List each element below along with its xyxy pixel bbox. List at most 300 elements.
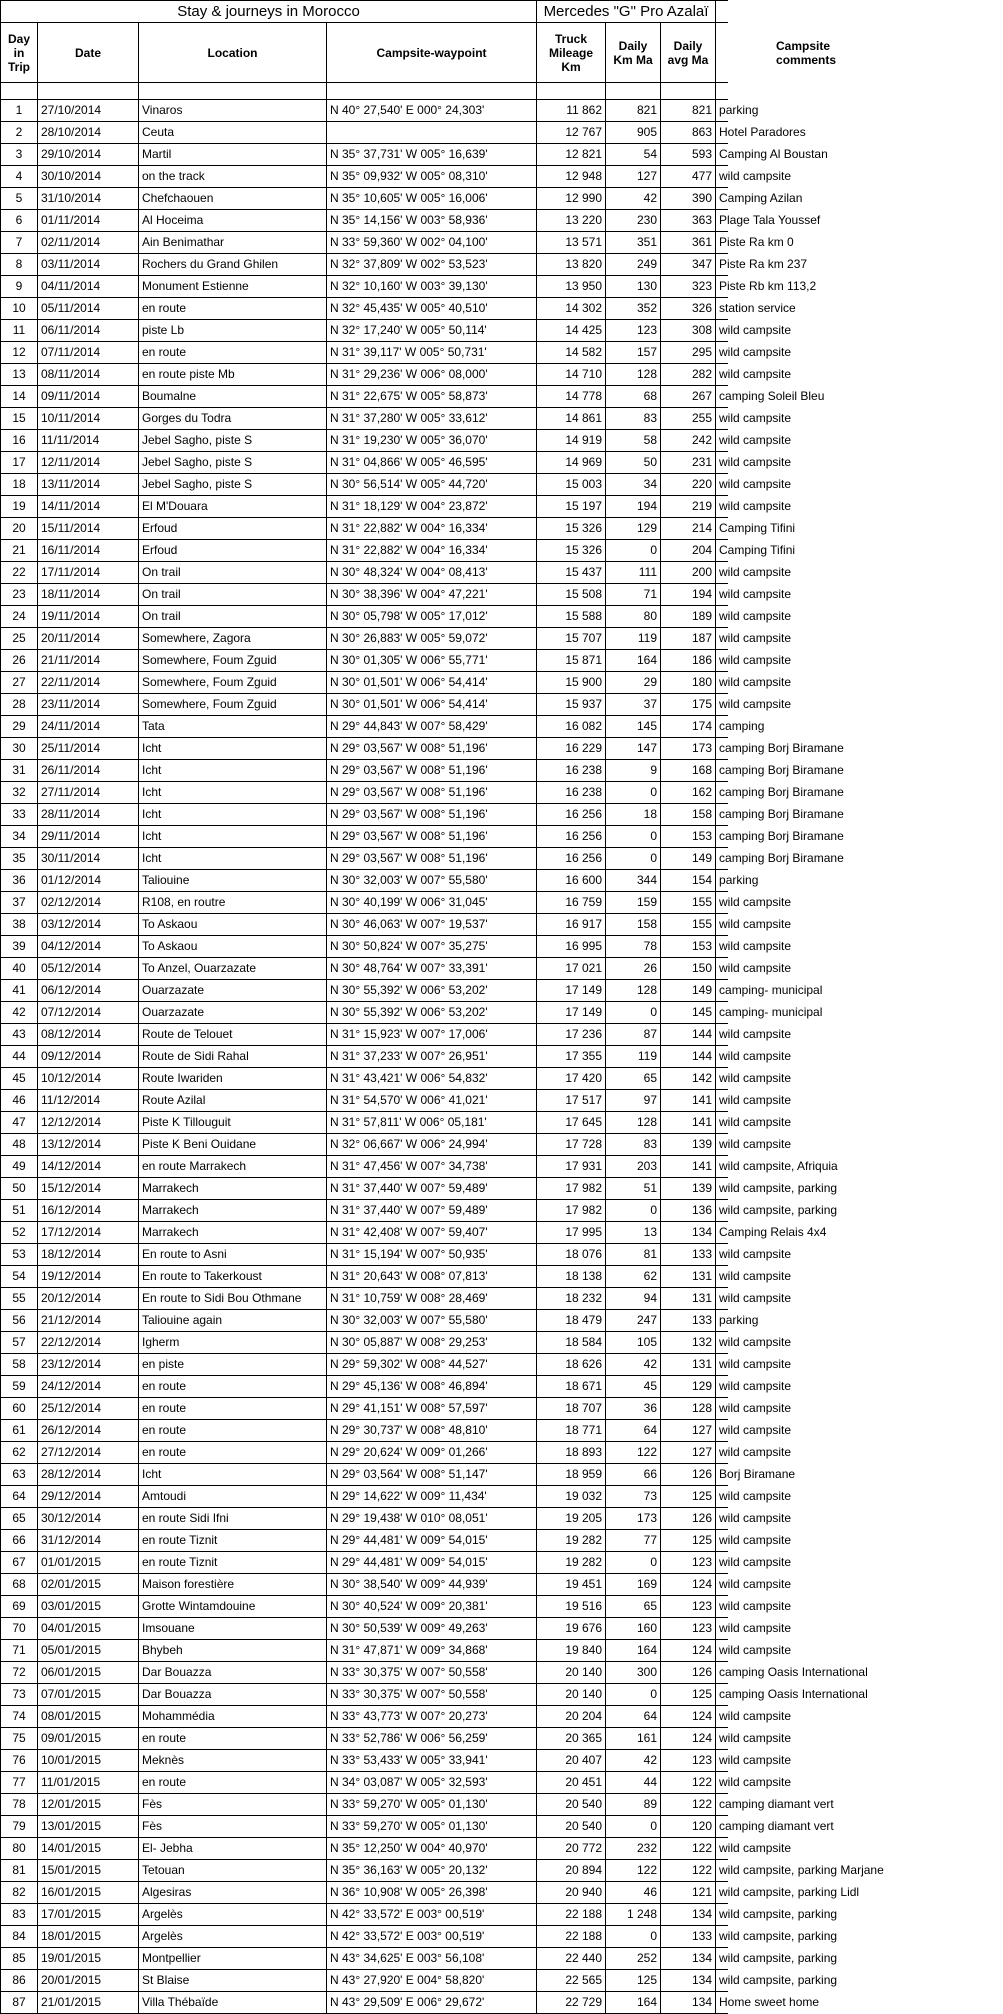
mileage-cell: 15 326 xyxy=(537,540,606,562)
col-header-daily-avg: Daily avg Ma xyxy=(661,23,716,83)
day-cell: 80 xyxy=(1,1838,38,1860)
table-row xyxy=(1,1794,728,1816)
table-row xyxy=(1,694,728,716)
location-cell: en route Sidi Ifni xyxy=(139,1508,327,1530)
date-cell: 07/12/2014 xyxy=(38,1002,139,1024)
location-cell: en route xyxy=(139,1772,327,1794)
daily-avg-cell: 231 xyxy=(661,452,716,474)
mileage-cell: 16 238 xyxy=(537,782,606,804)
comment-cell: wild campsite xyxy=(716,958,728,980)
comment-cell: wild campsite, parking xyxy=(716,1948,728,1970)
mileage-cell: 12 821 xyxy=(537,144,606,166)
day-cell: 84 xyxy=(1,1926,38,1948)
daily-km-cell: 128 xyxy=(606,364,661,386)
comment-cell: wild campsite xyxy=(716,1244,728,1266)
table-row xyxy=(1,826,728,848)
daily-avg-cell: 136 xyxy=(661,1200,716,1222)
mileage-cell: 20 140 xyxy=(537,1662,606,1684)
day-cell: 6 xyxy=(1,210,38,232)
day-cell: 20 xyxy=(1,518,38,540)
table-row xyxy=(1,430,728,452)
daily-km-cell: 65 xyxy=(606,1068,661,1090)
date-cell: 11/12/2014 xyxy=(38,1090,139,1112)
location-cell: El M'Douara xyxy=(139,496,327,518)
daily-km-cell: 46 xyxy=(606,1882,661,1904)
day-cell: 7 xyxy=(1,232,38,254)
comment-cell: wild campsite xyxy=(716,474,728,496)
daily-avg-cell: 134 xyxy=(661,1222,716,1244)
table-row xyxy=(1,716,728,738)
day-cell: 24 xyxy=(1,606,38,628)
comment-cell: wild campsite, parking xyxy=(716,1200,728,1222)
date-cell: 06/11/2014 xyxy=(38,320,139,342)
mileage-cell: 18 479 xyxy=(537,1310,606,1332)
location-cell: On trail xyxy=(139,562,327,584)
daily-avg-cell: 390 xyxy=(661,188,716,210)
table-row xyxy=(1,1288,728,1310)
title-right: Mercedes "G" Pro Azalaï xyxy=(537,1,716,23)
table-row xyxy=(1,892,728,914)
comment-cell: wild campsite xyxy=(716,1332,728,1354)
campsite-cell: N 33° 52,786' W 006° 56,259' xyxy=(327,1728,537,1750)
mileage-cell: 12 767 xyxy=(537,122,606,144)
campsite-cell: N 31° 18,129' W 004° 23,872' xyxy=(327,496,537,518)
table-row xyxy=(1,1684,728,1706)
mileage-cell: 18 076 xyxy=(537,1244,606,1266)
daily-km-cell: 0 xyxy=(606,540,661,562)
table-row xyxy=(1,672,728,694)
daily-avg-cell: 295 xyxy=(661,342,716,364)
location-cell: Monument Estienne xyxy=(139,276,327,298)
daily-avg-cell: 363 xyxy=(661,210,716,232)
comment-cell: wild campsite xyxy=(716,1574,728,1596)
table-row xyxy=(1,1970,728,1992)
campsite-cell: N 31° 20,643' W 008° 07,813' xyxy=(327,1266,537,1288)
date-cell: 29/12/2014 xyxy=(38,1486,139,1508)
daily-avg-cell: 173 xyxy=(661,738,716,760)
comment-cell: camping Borj Biramane xyxy=(716,804,728,826)
mileage-cell: 15 588 xyxy=(537,606,606,628)
table-row xyxy=(1,1816,728,1838)
campsite-cell: N 40° 27,540' E 000° 24,303' xyxy=(327,100,537,122)
comment-cell: camping Borj Biramane xyxy=(716,826,728,848)
date-cell: 27/12/2014 xyxy=(38,1442,139,1464)
daily-avg-cell: 155 xyxy=(661,892,716,914)
day-cell: 1 xyxy=(1,100,38,122)
table-row xyxy=(1,166,728,188)
daily-km-cell: 105 xyxy=(606,1332,661,1354)
daily-km-cell: 232 xyxy=(606,1838,661,1860)
table-row xyxy=(1,408,728,430)
daily-km-cell: 18 xyxy=(606,804,661,826)
col-header-date: Date xyxy=(38,23,139,83)
day-cell: 40 xyxy=(1,958,38,980)
campsite-cell: N 42° 33,572' E 003° 00,519' xyxy=(327,1926,537,1948)
table-row xyxy=(1,474,728,496)
day-cell: 37 xyxy=(1,892,38,914)
day-cell: 60 xyxy=(1,1398,38,1420)
mileage-cell: 16 256 xyxy=(537,804,606,826)
location-cell: Bhybeh xyxy=(139,1640,327,1662)
daily-km-cell: 905 xyxy=(606,122,661,144)
date-cell: 09/12/2014 xyxy=(38,1046,139,1068)
comment-cell: wild campsite xyxy=(716,1134,728,1156)
mileage-cell: 18 707 xyxy=(537,1398,606,1420)
campsite-cell: N 29° 03,567' W 008° 51,196' xyxy=(327,760,537,782)
day-cell: 38 xyxy=(1,914,38,936)
mileage-cell: 18 959 xyxy=(537,1464,606,1486)
mileage-cell: 15 871 xyxy=(537,650,606,672)
day-cell: 11 xyxy=(1,320,38,342)
mileage-cell: 14 861 xyxy=(537,408,606,430)
day-cell: 70 xyxy=(1,1618,38,1640)
location-cell: en route xyxy=(139,1420,327,1442)
daily-km-cell: 122 xyxy=(606,1860,661,1882)
daily-avg-cell: 133 xyxy=(661,1244,716,1266)
comment-cell: wild campsite xyxy=(716,1838,728,1860)
daily-avg-cell: 134 xyxy=(661,1992,716,2014)
day-cell: 48 xyxy=(1,1134,38,1156)
comment-cell: Piste Rb km 113,2 xyxy=(716,276,728,298)
mileage-cell: 19 282 xyxy=(537,1552,606,1574)
table-row xyxy=(1,1904,728,1926)
mileage-cell: 14 969 xyxy=(537,452,606,474)
comment-cell: wild campsite xyxy=(716,936,728,958)
daily-avg-cell: 347 xyxy=(661,254,716,276)
comment-cell: wild campsite xyxy=(716,584,728,606)
daily-avg-cell: 158 xyxy=(661,804,716,826)
table-row xyxy=(1,1464,728,1486)
date-cell: 31/10/2014 xyxy=(38,188,139,210)
daily-km-cell: 352 xyxy=(606,298,661,320)
date-cell: 08/11/2014 xyxy=(38,364,139,386)
daily-avg-cell: 128 xyxy=(661,1398,716,1420)
day-cell: 61 xyxy=(1,1420,38,1442)
mileage-cell: 20 540 xyxy=(537,1816,606,1838)
daily-km-cell: 821 xyxy=(606,100,661,122)
daily-avg-cell: 255 xyxy=(661,408,716,430)
mileage-cell: 17 149 xyxy=(537,980,606,1002)
table-row xyxy=(1,1156,728,1178)
date-cell: 05/11/2014 xyxy=(38,298,139,320)
daily-km-cell: 45 xyxy=(606,1376,661,1398)
comment-cell: wild campsite xyxy=(716,672,728,694)
date-cell: 23/12/2014 xyxy=(38,1354,139,1376)
mileage-cell: 12 948 xyxy=(537,166,606,188)
mileage-cell: 20 407 xyxy=(537,1750,606,1772)
daily-avg-cell: 361 xyxy=(661,232,716,254)
location-cell: Dar Bouazza xyxy=(139,1662,327,1684)
daily-km-cell: 50 xyxy=(606,452,661,474)
mileage-cell: 20 140 xyxy=(537,1684,606,1706)
campsite-cell: N 29° 03,567' W 008° 51,196' xyxy=(327,738,537,760)
campsite-cell: N 29° 03,567' W 008° 51,196' xyxy=(327,782,537,804)
location-cell: Somewhere, Foum Zguid xyxy=(139,650,327,672)
location-cell: Grotte Wintamdouine xyxy=(139,1596,327,1618)
daily-km-cell: 29 xyxy=(606,672,661,694)
mileage-cell: 17 645 xyxy=(537,1112,606,1134)
col-header-daily-km: Daily Km Ma xyxy=(606,23,661,83)
mileage-cell: 18 584 xyxy=(537,1332,606,1354)
date-cell: 30/10/2014 xyxy=(38,166,139,188)
date-cell: 31/12/2014 xyxy=(38,1530,139,1552)
campsite-cell: N 29° 44,481' W 009° 54,015' xyxy=(327,1530,537,1552)
campsite-cell: N 36° 10,908' W 005° 26,398' xyxy=(327,1882,537,1904)
daily-avg-cell: 124 xyxy=(661,1706,716,1728)
campsite-cell: N 31° 47,871' W 009° 34,868' xyxy=(327,1640,537,1662)
daily-avg-cell: 139 xyxy=(661,1178,716,1200)
comment-cell: camping- municipal xyxy=(716,980,728,1002)
mileage-cell: 16 995 xyxy=(537,936,606,958)
daily-avg-cell: 126 xyxy=(661,1508,716,1530)
date-cell: 19/12/2014 xyxy=(38,1266,139,1288)
table-row xyxy=(1,1178,728,1200)
mileage-cell: 20 365 xyxy=(537,1728,606,1750)
date-cell: 10/12/2014 xyxy=(38,1068,139,1090)
daily-avg-cell: 150 xyxy=(661,958,716,980)
location-cell: Imsouane xyxy=(139,1618,327,1640)
day-cell: 16 xyxy=(1,430,38,452)
table-row xyxy=(1,518,728,540)
day-cell: 10 xyxy=(1,298,38,320)
mileage-cell: 18 138 xyxy=(537,1266,606,1288)
comment-cell: wild campsite xyxy=(716,1046,728,1068)
day-cell: 36 xyxy=(1,870,38,892)
mileage-cell: 16 082 xyxy=(537,716,606,738)
daily-avg-cell: 129 xyxy=(661,1376,716,1398)
date-cell: 04/11/2014 xyxy=(38,276,139,298)
table-row xyxy=(1,452,728,474)
table-row xyxy=(1,210,728,232)
table-row xyxy=(1,1266,728,1288)
date-cell: 24/11/2014 xyxy=(38,716,139,738)
date-cell: 27/11/2014 xyxy=(38,782,139,804)
table-row xyxy=(1,144,728,166)
date-cell: 01/11/2014 xyxy=(38,210,139,232)
table-row xyxy=(1,100,728,122)
mileage-cell: 16 238 xyxy=(537,760,606,782)
date-cell: 26/11/2014 xyxy=(38,760,139,782)
day-cell: 47 xyxy=(1,1112,38,1134)
daily-km-cell: 128 xyxy=(606,1112,661,1134)
day-cell: 82 xyxy=(1,1882,38,1904)
location-cell: Rochers du Grand Ghilen xyxy=(139,254,327,276)
daily-km-cell: 37 xyxy=(606,694,661,716)
location-cell: Montpellier xyxy=(139,1948,327,1970)
daily-avg-cell: 126 xyxy=(661,1662,716,1684)
day-cell: 35 xyxy=(1,848,38,870)
campsite-cell: N 31° 15,194' W 007° 50,935' xyxy=(327,1244,537,1266)
mileage-cell: 13 571 xyxy=(537,232,606,254)
daily-avg-cell: 214 xyxy=(661,518,716,540)
campsite-cell: N 30° 50,539' W 009° 49,263' xyxy=(327,1618,537,1640)
daily-km-cell: 42 xyxy=(606,1354,661,1376)
table-row xyxy=(1,1244,728,1266)
campsite-cell: N 32° 37,809' W 002° 53,523' xyxy=(327,254,537,276)
campsite-cell: N 42° 33,572' E 003° 00,519' xyxy=(327,1904,537,1926)
comment-cell: wild campsite xyxy=(716,914,728,936)
daily-km-cell: 111 xyxy=(606,562,661,584)
daily-avg-cell: 123 xyxy=(661,1618,716,1640)
campsite-cell: N 29° 41,151' W 008° 57,597' xyxy=(327,1398,537,1420)
date-cell: 11/01/2015 xyxy=(38,1772,139,1794)
date-cell: 30/12/2014 xyxy=(38,1508,139,1530)
comment-cell: camping diamant vert xyxy=(716,1794,728,1816)
comment-cell: wild campsite, parking Lidl xyxy=(716,1882,728,1904)
location-cell: Icht xyxy=(139,804,327,826)
daily-km-cell: 173 xyxy=(606,1508,661,1530)
mileage-cell: 22 440 xyxy=(537,1948,606,1970)
comment-cell: wild campsite xyxy=(716,430,728,452)
daily-km-cell: 159 xyxy=(606,892,661,914)
location-cell: Ain Benimathar xyxy=(139,232,327,254)
date-cell: 17/11/2014 xyxy=(38,562,139,584)
daily-km-cell: 9 xyxy=(606,760,661,782)
location-cell: en route xyxy=(139,298,327,320)
daily-avg-cell: 168 xyxy=(661,760,716,782)
daily-km-cell: 97 xyxy=(606,1090,661,1112)
campsite-cell: N 31° 37,280' W 005° 33,612' xyxy=(327,408,537,430)
day-cell: 54 xyxy=(1,1266,38,1288)
daily-km-cell: 0 xyxy=(606,782,661,804)
daily-avg-cell: 175 xyxy=(661,694,716,716)
date-cell: 06/12/2014 xyxy=(38,980,139,1002)
location-cell: To Anzel, Ouarzazate xyxy=(139,958,327,980)
daily-avg-cell: 132 xyxy=(661,1332,716,1354)
table-row xyxy=(1,804,728,826)
comment-cell: Piste Ra km 0 xyxy=(716,232,728,254)
campsite-cell: N 35° 10,605' W 005° 16,006' xyxy=(327,188,537,210)
day-cell: 52 xyxy=(1,1222,38,1244)
col-header-comments: Campsite comments xyxy=(716,23,728,83)
mileage-cell: 19 676 xyxy=(537,1618,606,1640)
mileage-cell: 19 451 xyxy=(537,1574,606,1596)
date-cell: 03/12/2014 xyxy=(38,914,139,936)
comment-cell: wild campsite xyxy=(716,320,728,342)
daily-km-cell: 129 xyxy=(606,518,661,540)
table-row xyxy=(1,1640,728,1662)
day-cell: 43 xyxy=(1,1024,38,1046)
campsite-cell: N 31° 37,440' W 007° 59,489' xyxy=(327,1200,537,1222)
mileage-cell: 15 508 xyxy=(537,584,606,606)
daily-km-cell: 252 xyxy=(606,1948,661,1970)
table-row xyxy=(1,958,728,980)
location-cell: Mohammédia xyxy=(139,1706,327,1728)
location-cell: St Blaise xyxy=(139,1970,327,1992)
campsite-cell: N 31° 29,236' W 006° 08,000' xyxy=(327,364,537,386)
daily-avg-cell: 125 xyxy=(661,1486,716,1508)
daily-km-cell: 300 xyxy=(606,1662,661,1684)
table-row xyxy=(1,1508,728,1530)
col-header-campsite: Campsite-waypoint xyxy=(327,23,537,83)
date-cell: 03/11/2014 xyxy=(38,254,139,276)
comment-cell: Borj Biramane xyxy=(716,1464,728,1486)
daily-km-cell: 78 xyxy=(606,936,661,958)
campsite-cell: N 30° 05,798' W 005° 17,012' xyxy=(327,606,537,628)
mileage-cell: 17 517 xyxy=(537,1090,606,1112)
day-cell: 75 xyxy=(1,1728,38,1750)
comment-cell: Plage Tala Youssef xyxy=(716,210,728,232)
mileage-cell: 11 862 xyxy=(537,100,606,122)
comment-cell: wild campsite xyxy=(716,1376,728,1398)
day-cell: 2 xyxy=(1,122,38,144)
mileage-cell: 16 759 xyxy=(537,892,606,914)
table-row xyxy=(1,540,728,562)
day-cell: 14 xyxy=(1,386,38,408)
campsite-cell: N 32° 45,435' W 005° 40,510' xyxy=(327,298,537,320)
daily-avg-cell: 154 xyxy=(661,870,716,892)
daily-km-cell: 160 xyxy=(606,1618,661,1640)
date-cell: 04/12/2014 xyxy=(38,936,139,958)
date-cell: 22/12/2014 xyxy=(38,1332,139,1354)
date-cell: 18/01/2015 xyxy=(38,1926,139,1948)
day-cell: 73 xyxy=(1,1684,38,1706)
comment-cell: wild campsite xyxy=(716,166,728,188)
day-cell: 28 xyxy=(1,694,38,716)
campsite-cell: N 30° 48,764' W 007° 33,391' xyxy=(327,958,537,980)
location-cell: To Askaou xyxy=(139,914,327,936)
daily-km-cell: 0 xyxy=(606,1816,661,1838)
day-cell: 65 xyxy=(1,1508,38,1530)
mileage-cell: 13 950 xyxy=(537,276,606,298)
daily-avg-cell: 122 xyxy=(661,1772,716,1794)
date-cell: 07/11/2014 xyxy=(38,342,139,364)
date-cell: 21/01/2015 xyxy=(38,1992,139,2014)
table-row xyxy=(1,276,728,298)
daily-km-cell: 147 xyxy=(606,738,661,760)
comment-cell: station service xyxy=(716,298,728,320)
day-cell: 18 xyxy=(1,474,38,496)
date-cell: 13/01/2015 xyxy=(38,1816,139,1838)
table-row xyxy=(1,1706,728,1728)
location-cell: en route Tiznit xyxy=(139,1552,327,1574)
date-cell: 30/11/2014 xyxy=(38,848,139,870)
location-cell: Fès xyxy=(139,1794,327,1816)
day-cell: 67 xyxy=(1,1552,38,1574)
location-cell: Icht xyxy=(139,782,327,804)
campsite-cell: N 35° 09,932' W 005° 08,310' xyxy=(327,166,537,188)
mileage-cell: 16 229 xyxy=(537,738,606,760)
date-cell: 15/01/2015 xyxy=(38,1860,139,1882)
comment-cell: wild campsite xyxy=(716,1640,728,1662)
campsite-cell: N 31° 22,675' W 005° 58,873' xyxy=(327,386,537,408)
location-cell: Route de Telouet xyxy=(139,1024,327,1046)
campsite-cell: N 30° 56,514' W 005° 44,720' xyxy=(327,474,537,496)
mileage-cell: 14 778 xyxy=(537,386,606,408)
campsite-cell: N 43° 29,509' E 006° 29,672' xyxy=(327,1992,537,2014)
daily-avg-cell: 141 xyxy=(661,1090,716,1112)
table-row xyxy=(1,1442,728,1464)
comment-cell: Camping Tifini xyxy=(716,540,728,562)
table-row xyxy=(1,760,728,782)
daily-km-cell: 42 xyxy=(606,188,661,210)
comment-cell: wild campsite xyxy=(716,606,728,628)
daily-avg-cell: 282 xyxy=(661,364,716,386)
mileage-cell: 15 326 xyxy=(537,518,606,540)
table-row xyxy=(1,980,728,1002)
day-cell: 63 xyxy=(1,1464,38,1486)
date-cell: 29/10/2014 xyxy=(38,144,139,166)
daily-km-cell: 64 xyxy=(606,1706,661,1728)
location-cell: Igherm xyxy=(139,1332,327,1354)
daily-km-cell: 80 xyxy=(606,606,661,628)
day-cell: 62 xyxy=(1,1442,38,1464)
location-cell: en route xyxy=(139,1398,327,1420)
table-row xyxy=(1,1002,728,1024)
daily-avg-cell: 180 xyxy=(661,672,716,694)
campsite-cell: N 30° 38,540' W 009° 44,939' xyxy=(327,1574,537,1596)
campsite-cell: N 30° 55,392' W 006° 53,202' xyxy=(327,1002,537,1024)
